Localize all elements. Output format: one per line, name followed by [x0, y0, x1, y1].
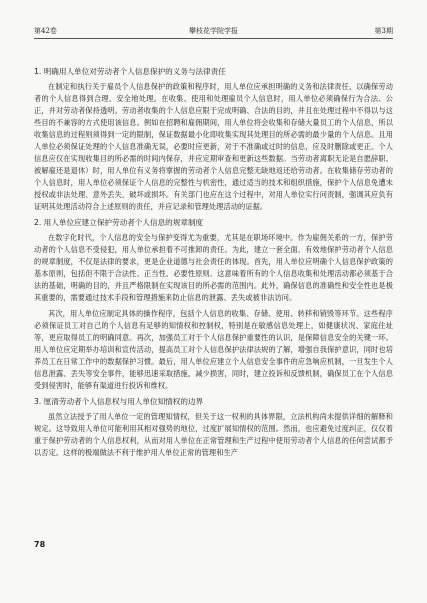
- section-2-paragraph-1: 在数字化时代，个人信息的安全与保护变得尤为重要，尤其是在职场环境中。作为雇佣关系的一方，保护劳动者的个人信息不受侵犯，用人单位承担着不可推卸的责任。为此，建立一套全面、有效地保护劳动者个人信息的规章制度，不仅是法律的要求，更是企业道德与社会责任的体现。首先，用人单位应明确个人信息保护政策的基本原则，包括但不限于合法性、正当性、必要性原则。这意味着所有的个人信息收集和处理活动都必须基于合法的基础，明确的目的，并且严格限制在实现该目的所必需的范围内。此外，确保信息的准确性和安全性也是极其重要的，需要通过技术手段和管理措施来防止信息的泄露、丢失或被非法访问。: [34, 233, 393, 302]
- journal-title: 攀枝花学院学报: [189, 27, 238, 35]
- section-heading-3: 3. 厘清劳动者个人信息权与用人单位知情权的边界: [34, 397, 204, 406]
- running-header: [34, 24, 393, 39]
- volume-label: 第42卷: [34, 27, 57, 35]
- section-2-paragraph-2: 其次，用人单位应制定具体的操作程序，包括个人信息的收集、存储、使用、转移和销毁等环节。这些程序必须保证员工对自己的个人信息有足够的知情权和控制权，特别是在敏感信息处理上，如健康状况、家庭住址等，更应取得员工的明确同意。再次，加强员工对于个人信息保护重要性的认识，是保障信息安全的关键一环。用人单位应定期举办培训和宣传活动，提高员工对个人信息保护法律法规的了解，增强自我保护意识，同时也培养员工在日常工作中的数据保护习惯。最后，用人单位应建立个人信息安全事件的应急响应机制，一旦发生个人信息泄露、丢失等安全事件，能够迅速采取措施，减少损害，同时，建立投诉和反馈机制，确保员工在个人信息受到侵害时，能够有渠道进行投诉和维权。: [34, 309, 393, 390]
- article-body: [34, 66, 393, 463]
- section-heading-2: 2. 用人单位应建立保护劳动者个人信息的规章制度: [34, 218, 204, 227]
- section-3-paragraph-1: 虽然立法授予了用人单位一定的管理知情权，但关于这一权利的具体界限，立法机构尚未提供详细的解释和规定。这导致用人单位可能利用其相对强势的地位，过度扩展知情权的范围。然而，也应避免过度纠正，仅仅着重于保护劳动者的个人信息权利，从而对用人单位在正常管理和生产过程中使用劳动者个人信息的任何尝试都予以否定。这样的极端做法不利于维护用人单位正常的管理和生产: [34, 412, 393, 457]
- page-number: 78: [34, 540, 46, 549]
- section-1-paragraph-1: 在制定和执行关于雇员个人信息保护的政策和程序时，用人单位应承担明确的义务和法律责任，以确保劳动者的个人信息得到合理、安全地处理。在收集、使用和处理雇员个人信息时，用人单位必须确保行为合法、公正，并对劳动者保持透明。劳动者收集的个人信息应限于完成明确、合法的目的，并且在处理过程中不得以与这些目的不兼容的方式使用该信息。例如在招聘和雇佣期间，用人单位将会收集和存储大量员工的个人信息，所以收集信息的过程则须得到一定的限制，保证数据最小化即收集实现其处理目的所必需的最少量的个人信息。且用人单位必须保证处理的个人信息准确无误，必要时应更新，对于不准确或过时的信息，应及时删除或更正。个人信息应仅在实现收集目的所必需的时间内保存，并应定期审查和更新这些数据。当劳动者离职无论是自愿辞职、被解雇还是退休）时，用人单位有义务将掌握的劳动者个人信息完整无缺地返还给劳动者。在收集储存劳动者的个人信息时，用人单位必须保证个人信息的完整性与机密性，通过适当的技术和组织措施，保护个人信息免遭未授权或非法处理、意外丢失、破坏或损坏。有关部门也应在这个过程中，对用人单位实行问责制，强调其应负有证明其处理活动符合上述原则的责任，并应记录和管理处理活动的证据。: [34, 82, 393, 211]
- section-heading-1: 1. 明确用人单位对劳动者个人信息保护的义务与法律责任: [34, 67, 226, 76]
- issue-label: 第3期: [374, 27, 393, 35]
